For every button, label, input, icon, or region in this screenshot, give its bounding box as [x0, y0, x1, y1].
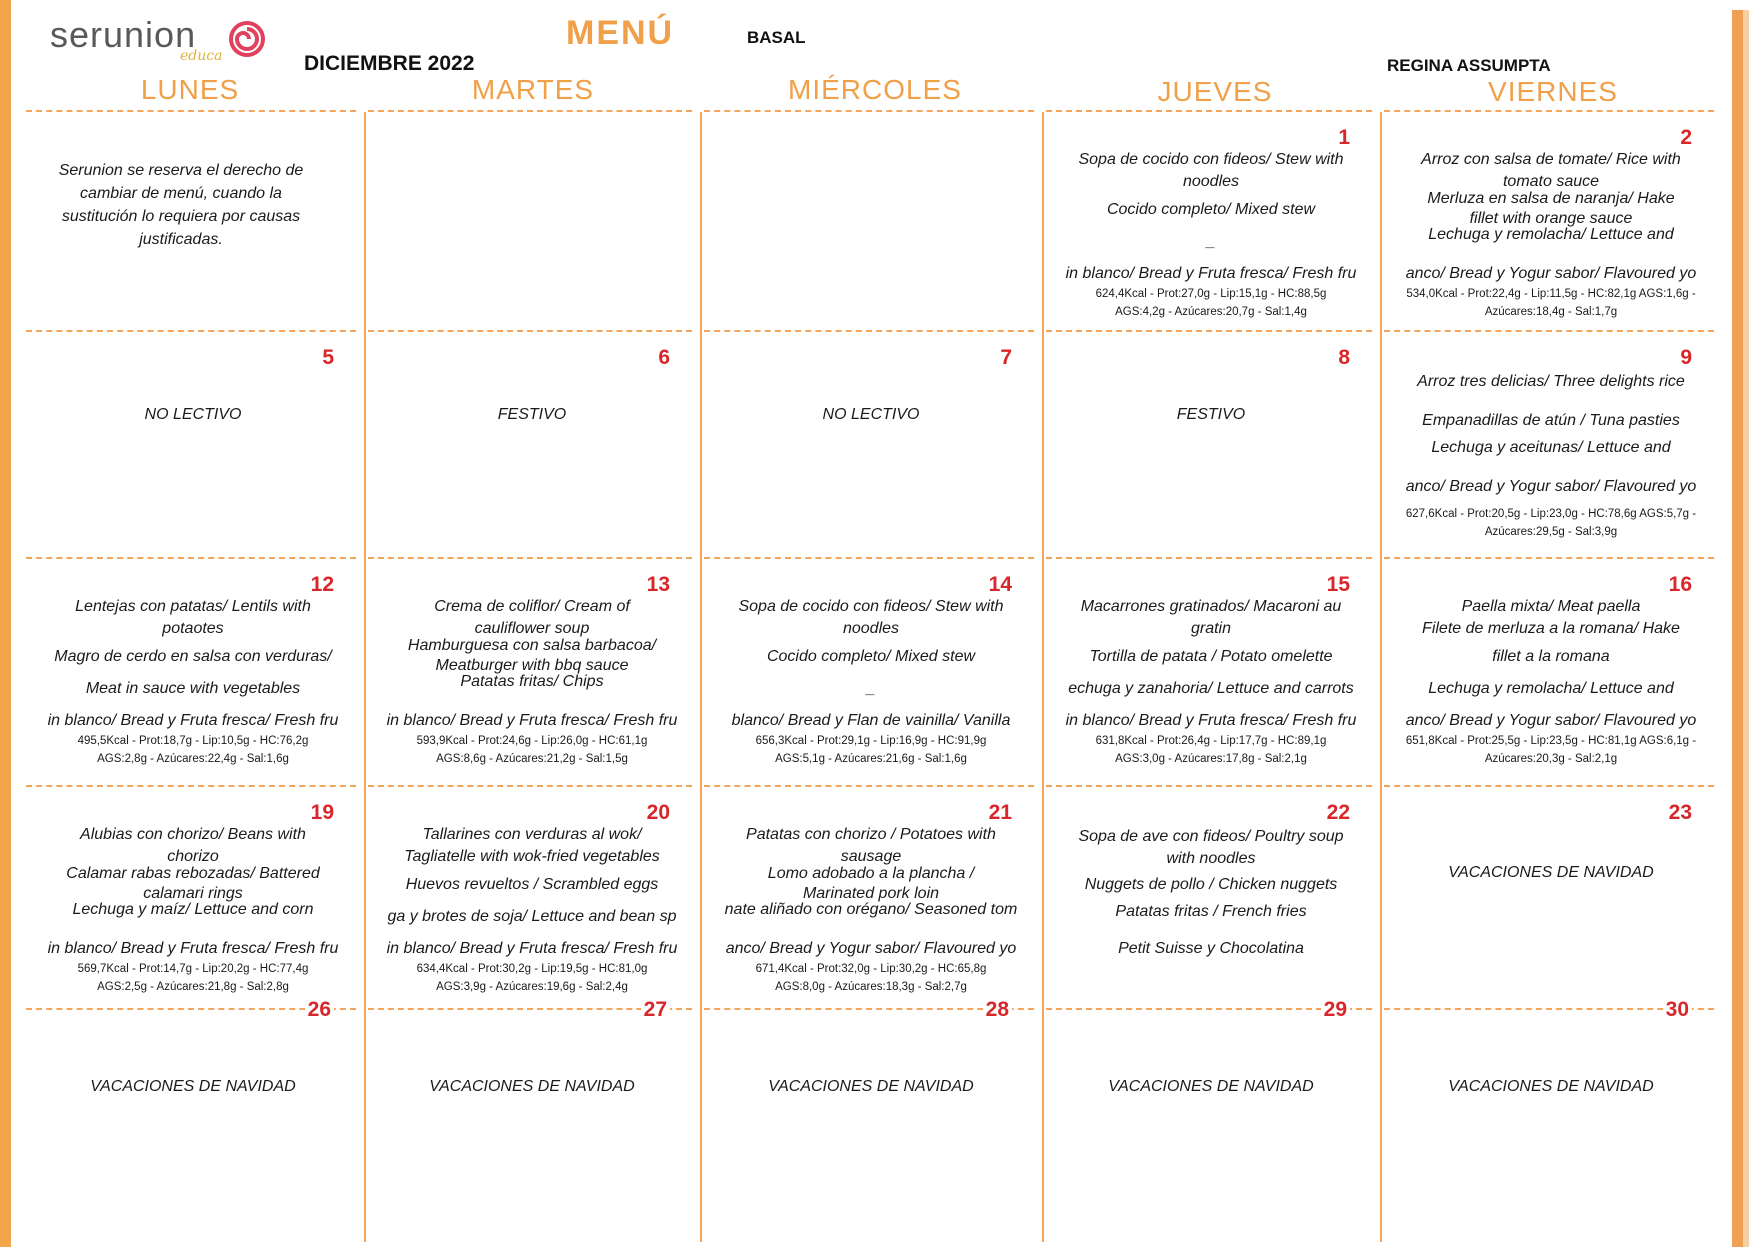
day-number: 19	[310, 801, 334, 824]
nutrition-info: AGS:2,5g - Azúcares:21,8g - Sal:2,8g	[97, 981, 289, 993]
day-status-label: FESTIVO	[1176, 406, 1246, 423]
day-cell	[1384, 998, 1718, 1236]
menu-dish-line: fillet a la romana	[1492, 648, 1610, 665]
day-cell	[368, 561, 696, 781]
menu-dish-line: Lechuga y remolacha/ Lettuce and	[1428, 680, 1674, 697]
nutrition-info: 534,0Kcal - Prot:22,4g - Lip:11,5g - HC:82,1g AGS:1,6g -	[1406, 288, 1696, 300]
nutrition-info: Azúcares:29,5g - Sal:3,9g	[1484, 526, 1618, 538]
row-separator	[1046, 557, 1372, 559]
menu-dish-line: Filete de merluza a la romana/ Hake	[1422, 620, 1680, 637]
day-number: 8	[1338, 346, 1350, 369]
day-cell	[1384, 334, 1718, 553]
school-name: REGINA ASSUMPTA	[1387, 56, 1551, 75]
row-separator	[368, 110, 692, 112]
column-separator	[1380, 112, 1382, 1242]
menu-dish-line: Patatas fritas/ Chips	[460, 673, 604, 690]
menu-dish-line: Lomo adobado a la plancha /	[767, 865, 975, 882]
nutrition-info: 656,3Kcal - Prot:29,1g - Lip:16,9g - HC:91,9g	[755, 735, 987, 747]
menu-dish-line: Macarrones gratinados/ Macaroni au	[1080, 598, 1342, 615]
weekday-header: LUNES	[140, 74, 240, 105]
menu-dish-line: _	[1206, 233, 1216, 250]
menu-dish-line: Patatas fritas / French fries	[1115, 903, 1307, 920]
row-separator	[1384, 330, 1714, 332]
menu-dish-line: gratin	[1190, 620, 1232, 637]
menu-dish-line: Patatas con chorizo / Potatoes with	[746, 826, 996, 843]
menu-dish-line: in blanco/ Bread y Fruta fresca/ Fresh fru	[386, 712, 678, 729]
menu-dish-line: in blanco/ Bread y Fruta fresca/ Fresh fru	[47, 712, 339, 729]
menu-dish-line: fillet with orange sauce	[1469, 210, 1633, 227]
menu-dish-line: Tortilla de patata / Potato omelette	[1089, 648, 1333, 665]
day-number: 7	[1000, 346, 1012, 369]
menu-dish-line: Lechuga y remolacha/ Lettuce and	[1428, 226, 1674, 243]
day-cell	[704, 998, 1038, 1236]
menu-dish-line: Cocido completo/ Mixed stew	[1106, 201, 1316, 218]
nutrition-info: 651,8Kcal - Prot:25,5g - Lip:23,5g - HC:81,1g AGS:6,1g -	[1405, 735, 1697, 747]
month-label: DICIEMBRE 2022	[304, 52, 475, 75]
day-number: 13	[646, 573, 670, 596]
day-number: 14	[988, 573, 1012, 596]
row-separator	[368, 330, 692, 332]
menu-dish-line: in blanco/ Bread y Fruta fresca/ Fresh fru	[1065, 265, 1357, 282]
day-cell	[26, 114, 360, 326]
day-status-label: VACACIONES DE NAVIDAD	[1448, 864, 1654, 881]
menu-dish-line: Sopa de cocido con fideos/ Stew with	[738, 598, 1004, 615]
menu-dish-line: Lechuga y aceitunas/ Lettuce and	[1431, 439, 1671, 456]
day-number: 30	[1663, 998, 1692, 1022]
nutrition-info: 631,8Kcal - Prot:26,4g - Lip:17,7g - HC:89,1g	[1095, 735, 1327, 747]
day-number: 28	[983, 998, 1012, 1022]
day-cell	[26, 789, 360, 1004]
menu-dish-line: noodles	[842, 620, 900, 637]
menu-dish-line: tomato sauce	[1502, 173, 1600, 190]
nutrition-info: AGS:2,8g - Azúcares:22,4g - Sal:1,6g	[97, 753, 289, 765]
day-cell	[1384, 561, 1718, 781]
day-cell	[704, 789, 1038, 1004]
menu-dish-line: anco/ Bread y Yogur sabor/ Flavoured yo	[725, 940, 1017, 957]
day-number: 2	[1680, 126, 1692, 149]
menu-dish-line: Meatburger with bbq sauce	[435, 657, 629, 674]
menu-dish-line: Hamburguesa con salsa barbacoa/	[407, 637, 657, 654]
day-cell	[1384, 789, 1718, 1004]
nutrition-info: 624,4Kcal - Prot:27,0g - Lip:15,1g - HC:88,5g	[1095, 288, 1327, 300]
day-number: 22	[1326, 801, 1350, 824]
row-separator	[1046, 330, 1372, 332]
menu-dish-line: anco/ Bread y Yogur sabor/ Flavoured yo	[1405, 712, 1697, 729]
day-cell	[1046, 114, 1376, 326]
nutrition-info: Azúcares:18,4g - Sal:1,7g	[1484, 306, 1618, 318]
menu-dish-line: Alubias con chorizo/ Beans with	[80, 826, 306, 843]
weekday-header: MARTES	[471, 74, 595, 105]
row-separator	[26, 785, 356, 787]
day-status-label: VACACIONES DE NAVIDAD	[768, 1078, 974, 1095]
day-cell	[26, 561, 360, 781]
day-cell	[1046, 561, 1376, 781]
menu-dish-line: with noodles	[1166, 850, 1256, 867]
nutrition-info: 495,5Kcal - Prot:18,7g - Lip:10,5g - HC:76,2g	[77, 735, 309, 747]
disclaimer-note: Serunion se reserva el derecho de cambiar de menú, cuando la sustitución lo requiera por causas justificadas.	[58, 162, 304, 248]
day-number: 20	[646, 801, 670, 824]
nutrition-info: 634,4Kcal - Prot:30,2g - Lip:19,5g - HC:81,0g	[416, 963, 648, 975]
row-separator	[1046, 110, 1372, 112]
menu-dish-line: in blanco/ Bread y Fruta fresca/ Fresh fru	[386, 940, 678, 957]
menu-dish-line: Tallarines con verduras al wok/	[422, 826, 642, 843]
menu-dish-line: Marinated pork loin	[802, 885, 940, 902]
menu-dish-line: Calamar rabas rebozadas/ Battered	[66, 865, 320, 882]
row-separator	[704, 557, 1034, 559]
menu-dish-line: in blanco/ Bread y Fruta fresca/ Fresh fru	[47, 940, 339, 957]
menu-dish-line: Magro de cerdo en salsa con verduras/	[54, 648, 332, 665]
day-cell	[26, 334, 360, 553]
menu-dish-line: in blanco/ Bread y Fruta fresca/ Fresh fru	[1065, 712, 1357, 729]
column-separator	[364, 112, 366, 1242]
day-status-label: VACACIONES DE NAVIDAD	[1108, 1078, 1314, 1095]
day-cell	[368, 789, 696, 1004]
row-separator	[368, 785, 692, 787]
menu-dish-line: _	[866, 680, 876, 697]
menu-dish-line: Huevos revueltos / Scrambled eggs	[405, 876, 659, 893]
menu-dish-line: cauliflower soup	[474, 620, 590, 637]
nutrition-info: 593,9Kcal - Prot:24,6g - Lip:26,0g - HC:61,1g	[416, 735, 648, 747]
day-number: 26	[305, 998, 334, 1022]
menu-dish-line: anco/ Bread y Yogur sabor/ Flavoured yo	[1405, 478, 1697, 495]
day-status-label: FESTIVO	[497, 406, 567, 423]
day-number: 29	[1321, 998, 1350, 1022]
day-cell	[368, 334, 696, 553]
menu-dish-line: echuga y zanahoria/ Lettuce and carrots	[1068, 680, 1354, 697]
menu-dish-line: Petit Suisse y Chocolatina	[1118, 940, 1304, 957]
menu-dish-line: Crema de coliflor/ Cream of	[434, 598, 630, 615]
right-orange-edge-light	[1743, 10, 1749, 1247]
day-cell	[704, 334, 1038, 553]
day-number: 12	[310, 573, 334, 596]
row-separator	[1046, 785, 1372, 787]
day-cell	[26, 998, 360, 1236]
row-separator	[704, 330, 1034, 332]
nutrition-info: AGS:8,0g - Azúcares:18,3g - Sal:2,7g	[775, 981, 967, 993]
menu-dish-line: ga y brotes de soja/ Lettuce and bean sp	[387, 908, 677, 925]
day-number: 15	[1326, 573, 1350, 596]
row-separator	[1384, 557, 1714, 559]
nutrition-info: AGS:3,9g - Azúcares:19,6g - Sal:2,4g	[436, 981, 628, 993]
day-status-label: NO LECTIVO	[822, 406, 920, 423]
menu-dish-line: potaotes	[162, 620, 224, 637]
day-cell	[1046, 334, 1376, 553]
day-number: 1	[1338, 126, 1350, 149]
day-number: 21	[988, 801, 1012, 824]
row-separator	[368, 557, 692, 559]
right-orange-edge	[1732, 10, 1743, 1247]
weekday-header: JUEVES	[1157, 76, 1273, 107]
day-number: 5	[322, 346, 334, 369]
day-status-label: VACACIONES DE NAVIDAD	[1448, 1078, 1654, 1095]
day-status-label: VACACIONES DE NAVIDAD	[429, 1078, 635, 1095]
menu-dish-line: Arroz tres delicias/ Three delights rice	[1417, 373, 1685, 390]
day-cell	[704, 561, 1038, 781]
day-number: 9	[1680, 346, 1692, 369]
menu-dish-line: Merluza en salsa de naranja/ Hake	[1427, 190, 1675, 207]
day-cell	[1046, 998, 1376, 1236]
row-separator	[26, 330, 356, 332]
menu-dish-line: Lechuga y maíz/ Lettuce and corn	[72, 901, 314, 918]
day-number: 6	[658, 346, 670, 369]
menu-dish-line: noodles	[1182, 173, 1240, 190]
menu-dish-line: chorizo	[167, 848, 219, 865]
nutrition-info: 569,7Kcal - Prot:14,7g - Lip:20,2g - HC:77,4g	[77, 963, 309, 975]
day-status-label: NO LECTIVO	[144, 406, 242, 423]
menu-dish-line: nate aliñado con orégano/ Seasoned tom	[724, 901, 1018, 918]
menu-dish-line: Paella mixta/ Meat paella	[1461, 598, 1641, 615]
day-cell	[704, 114, 1038, 326]
logo-swirl-icon	[228, 20, 266, 58]
menu-dish-line: Tagliatelle with wok-fried vegetables	[404, 848, 660, 865]
nutrition-info: AGS:4,2g - Azúcares:20,7g - Sal:1,4g	[1115, 306, 1307, 318]
day-number: 23	[1668, 801, 1692, 824]
nutrition-info: 671,4Kcal - Prot:32,0g - Lip:30,2g - HC:65,8g	[755, 963, 987, 975]
row-separator	[26, 110, 356, 112]
day-number: 27	[641, 998, 670, 1022]
nutrition-info: AGS:5,1g - Azúcares:21,6g - Sal:1,6g	[775, 753, 967, 765]
menu-dish-line: calamari rings	[143, 885, 243, 902]
menu-dish-line: Arroz con salsa de tomate/ Rice with	[1421, 151, 1681, 168]
left-orange-edge	[0, 0, 11, 1247]
day-cell	[368, 114, 696, 326]
menu-dish-line: Sopa de cocido con fideos/ Stew with	[1078, 151, 1344, 168]
menu-dish-line: Sopa de ave con fideos/ Poultry soup	[1078, 828, 1344, 845]
column-separator	[700, 112, 702, 1242]
serunion-logo	[50, 14, 223, 64]
menu-dish-line: Lentejas con patatas/ Lentils with	[75, 598, 311, 615]
day-cell	[368, 998, 696, 1236]
row-separator	[704, 110, 1034, 112]
logo-wordmark: serunion	[50, 14, 197, 55]
row-separator	[26, 557, 356, 559]
nutrition-info: Azúcares:20,3g - Sal:2,1g	[1484, 753, 1618, 765]
row-separator	[1384, 785, 1714, 787]
menu-type-label: BASAL	[747, 28, 806, 47]
menu-dish-line: Empanadillas de atún / Tuna pasties	[1422, 412, 1680, 429]
page-title: MENÚ	[566, 14, 675, 52]
day-number: 16	[1668, 573, 1692, 596]
menu-dish-line: Cocido completo/ Mixed stew	[766, 648, 976, 665]
weekday-header: VIERNES	[1488, 76, 1618, 107]
menu-dish-line: anco/ Bread y Yogur sabor/ Flavoured yo	[1405, 265, 1697, 282]
nutrition-info: AGS:3,0g - Azúcares:17,8g - Sal:2,1g	[1115, 753, 1307, 765]
day-status-label: VACACIONES DE NAVIDAD	[90, 1078, 296, 1095]
day-cell	[1384, 114, 1718, 326]
logo-subtitle: educa	[180, 48, 223, 64]
weekday-header: MIÉRCOLES	[788, 74, 962, 105]
row-separator	[1384, 110, 1714, 112]
nutrition-info: 627,6Kcal - Prot:20,5g - Lip:23,0g - HC:78,6g AGS:5,7g -	[1405, 508, 1697, 520]
day-cell	[1046, 789, 1376, 1004]
menu-dish-line: blanco/ Bread y Flan de vainilla/ Vanilla	[731, 712, 1011, 729]
column-separator	[1042, 112, 1044, 1242]
menu-dish-line: sausage	[840, 848, 902, 865]
menu-dish-line: Nuggets de pollo / Chicken nuggets	[1084, 876, 1338, 893]
menu-dish-line: Meat in sauce with vegetables	[85, 680, 301, 697]
nutrition-info: AGS:8,6g - Azúcares:21,2g - Sal:1,5g	[436, 753, 628, 765]
row-separator	[704, 785, 1034, 787]
